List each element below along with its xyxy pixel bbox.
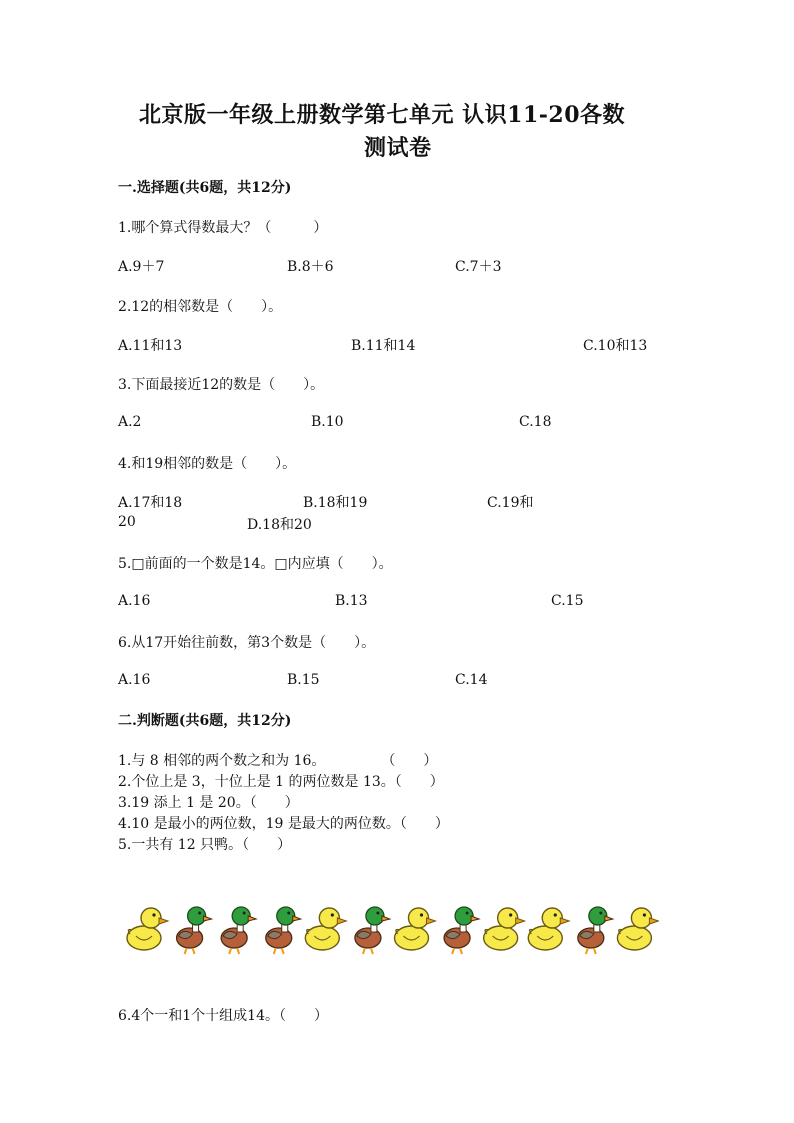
judgement-item: 5.一共有 12 只鸭。（ ） [118,837,292,853]
question-stem: 1.哪个算式得数最大？（ ） [118,220,328,236]
option-a[interactable]: A.16 [118,672,151,688]
option-c[interactable]: C.10和13 [583,338,648,354]
mallard-duck-icon [266,907,301,954]
question-stem: 5.□前面的一个数是14。□内应填（ ）。 [118,556,393,572]
option-b[interactable]: B.13 [335,593,368,609]
option-c[interactable]: C.15 [551,593,584,609]
question-stem: 4.和19相邻的数是（ ）。 [118,456,297,472]
option-c-continued: 20 [118,514,136,530]
option-b[interactable]: B.11和14 [351,338,416,354]
option-d[interactable]: D.18和20 [247,517,312,533]
question-stem: 6.从17开始往前数，第3个数是（ ）。 [118,635,376,651]
section-heading-judgement: 二.判断题(共6题，共12分) [118,713,292,729]
option-a[interactable]: A.17和18 [118,495,183,511]
option-b[interactable]: B.8＋6 [287,259,334,275]
question-stem: 3.下面最接近12的数是（ ）。 [118,377,325,393]
mallard-duck-icon [221,907,256,954]
option-c[interactable]: C.7＋3 [455,259,502,275]
mallard-duck-icon [444,907,479,954]
mallard-duck-icon [177,907,212,954]
yellow-duck-icon [484,908,525,950]
yellow-duck-icon [305,908,346,950]
option-a[interactable]: A.2 [118,414,142,430]
yellow-duck-icon [617,908,658,950]
option-b[interactable]: B.10 [311,414,344,430]
judgement-item: 3.19 添上 1 是 20。（ ） [118,795,299,811]
option-a[interactable]: A.11和13 [118,338,183,354]
page-title-line2: 测试卷 [364,135,432,161]
page-title-line1: 北京版一年级上册数学第七单元 认识11-20各数 [139,102,626,128]
judgement-item: 4.10 是最小的两位数，19 是最大的两位数。（ ） [118,816,449,832]
ducks-figure [124,900,659,956]
yellow-duck-icon [528,908,569,950]
mallard-duck-icon [355,907,390,954]
option-c[interactable]: C.18 [519,414,552,430]
judgement-item: 1.与 8 相邻的两个数之和为 16。 （ ） [118,753,438,769]
option-c[interactable]: C.14 [455,672,488,688]
option-b[interactable]: B.15 [287,672,320,688]
judgement-item: 2.个位上是 3，十位上是 1 的两位数是 13。（ ） [118,774,444,790]
yellow-duck-icon [127,908,168,950]
judgement-item: 6.4个一和1个十组成14。（ ） [118,1008,328,1024]
mallard-duck-icon [578,907,613,954]
option-a[interactable]: A.9＋7 [118,259,165,275]
option-c[interactable]: C.19和 [487,495,534,511]
option-b[interactable]: B.18和19 [303,495,368,511]
question-stem: 2.12的相邻数是（ ）。 [118,299,283,315]
yellow-duck-icon [395,908,436,950]
option-a[interactable]: A.16 [118,593,151,609]
section-heading-choice: 一.选择题(共6题，共12分) [118,180,292,196]
